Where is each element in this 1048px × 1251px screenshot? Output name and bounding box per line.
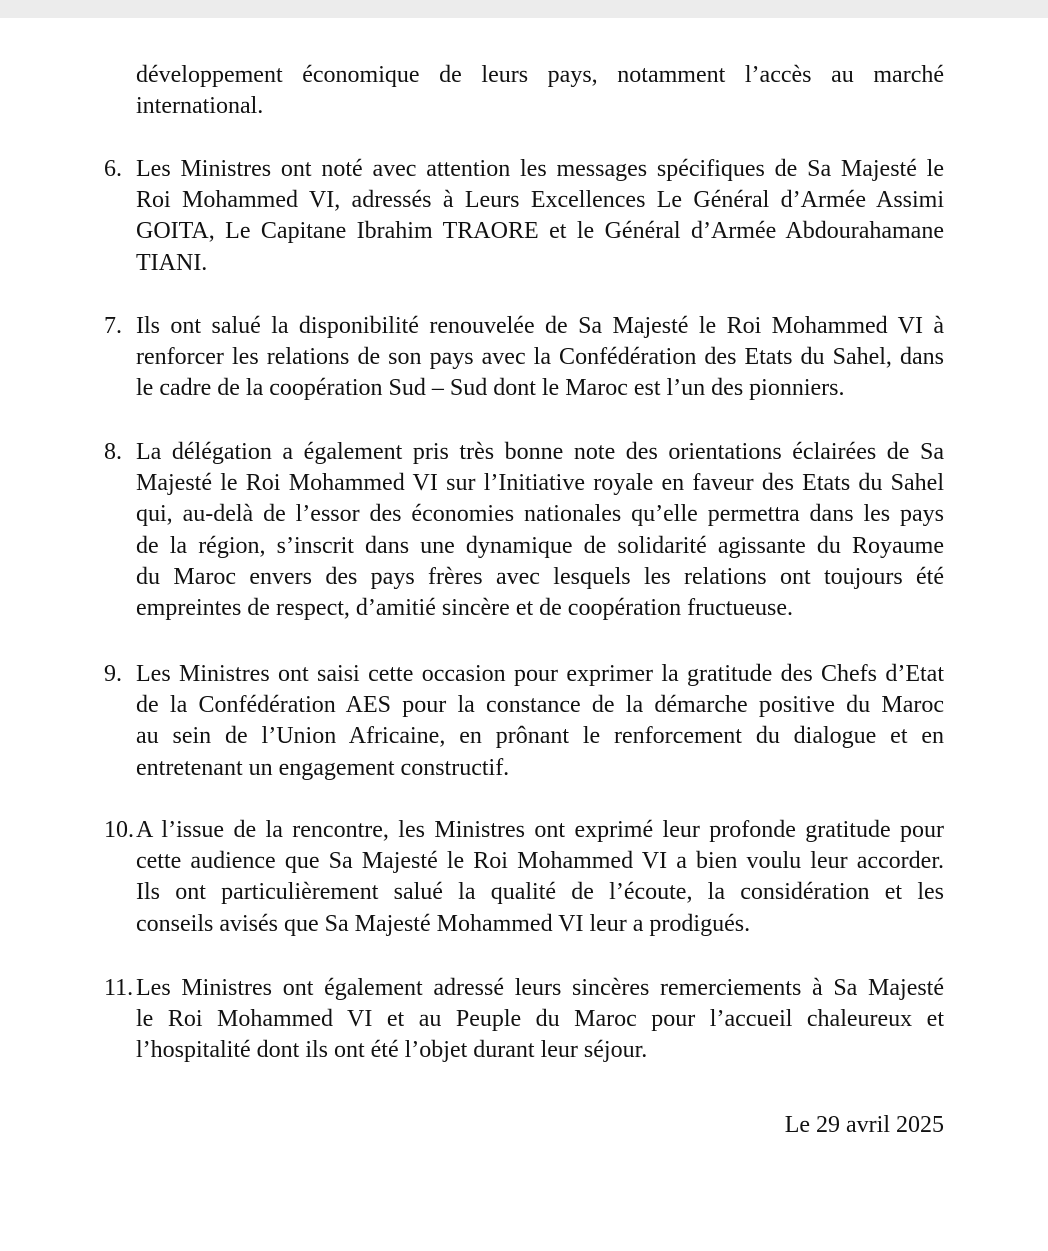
item-10-line: conseils avisés que Sa Majesté Mohammed VI leur a prodigués. bbox=[136, 910, 751, 937]
intro-line: international. bbox=[136, 93, 264, 120]
item-11-line: Les Ministres ont également adressé leurs sincères remerciements à Sa Majesté bbox=[136, 975, 944, 1001]
item-number-11: 11. bbox=[104, 975, 134, 1001]
item-8-line: La délégation a également pris très bonne note des orientations éclairées de Sa bbox=[136, 439, 944, 465]
item-number-7: 7. bbox=[104, 313, 122, 339]
intro-line: développement économique de leurs pays, notamment l’accès au marché bbox=[136, 62, 944, 88]
item-11-line: le Roi Mohammed VI et au Peuple du Maroc pour l’accueil chaleureux et bbox=[136, 1006, 944, 1033]
item-7-paragraph bbox=[136, 311, 944, 405]
item-7-line: renforcer les relations de son pays avec la Confédération des Etats du Sahel, dans bbox=[136, 344, 944, 371]
item-number-10: 10. bbox=[104, 817, 134, 843]
item-10-line: A l’issue de la rencontre, les Ministres ont exprimé leur profonde gratitude pour bbox=[136, 817, 944, 843]
item-10-paragraph bbox=[136, 815, 944, 940]
item-10-line: Ils ont particulièrement salué la qualité de l’écoute, la considération et les bbox=[136, 879, 944, 906]
item-6-line: GOITA, Le Capitane Ibrahim TRAORE et le Général d’Armée Abdourahamane bbox=[136, 218, 944, 245]
intro-paragraph bbox=[136, 60, 944, 122]
item-6-line: Roi Mohammed VI, adressés à Leurs Excellences Le Général d’Armée Assimi bbox=[136, 187, 944, 214]
item-9-paragraph bbox=[136, 659, 944, 784]
item-6-line: Les Ministres ont noté avec attention les messages spécifiques de Sa Majesté le bbox=[136, 156, 944, 182]
item-9-line: au sein de l’Union Africaine, en prônant le renforcement du dialogue et en bbox=[136, 723, 944, 750]
item-8-line: qui, au-delà de l’essor des économies nationales qu’elle permettra dans les pays bbox=[136, 501, 944, 528]
item-8-line: empreintes de respect, d’amitié sincère et de coopération fructueuse. bbox=[136, 595, 794, 622]
item-9-line: Les Ministres ont saisi cette occasion pour exprimer la gratitude des Chefs d’Etat bbox=[136, 661, 944, 687]
item-6-paragraph bbox=[136, 154, 944, 279]
item-7-line: Ils ont salué la disponibilité renouvelée de Sa Majesté le Roi Mohammed VI à bbox=[136, 313, 944, 339]
document-date: Le 29 avril 2025 bbox=[784, 1112, 944, 1138]
item-8-paragraph bbox=[136, 437, 944, 624]
item-number-8: 8. bbox=[104, 439, 122, 465]
item-11-line: l’hospitalité dont ils ont été l’objet durant leur séjour. bbox=[136, 1037, 648, 1064]
item-9-line: entretenant un engagement constructif. bbox=[136, 754, 510, 781]
document-page[interactable] bbox=[0, 18, 1048, 1251]
item-10-line: cette audience que Sa Majesté le Roi Mohammed VI a bien voulu leur accorder. bbox=[136, 848, 944, 875]
item-8-line: du Maroc envers des pays frères avec lesquels les relations ont toujours été bbox=[136, 563, 944, 590]
item-6-line: TIANI. bbox=[136, 249, 208, 276]
item-8-line: de la région, s’inscrit dans une dynamique de solidarité agissante du Royaume bbox=[136, 532, 944, 559]
item-number-6: 6. bbox=[104, 156, 122, 182]
item-9-line: de la Confédération AES pour la constance de la démarche positive du Maroc bbox=[136, 692, 944, 719]
item-number-9: 9. bbox=[104, 661, 122, 687]
item-8-line: Majesté le Roi Mohammed VI sur l’Initiative royale en faveur des Etats du Sahel bbox=[136, 470, 944, 497]
item-7-line: le cadre de la coopération Sud – Sud dont le Maroc est l’un des pionniers. bbox=[136, 375, 845, 402]
window-top-bar bbox=[0, 0, 1048, 18]
item-11-paragraph bbox=[136, 973, 944, 1067]
